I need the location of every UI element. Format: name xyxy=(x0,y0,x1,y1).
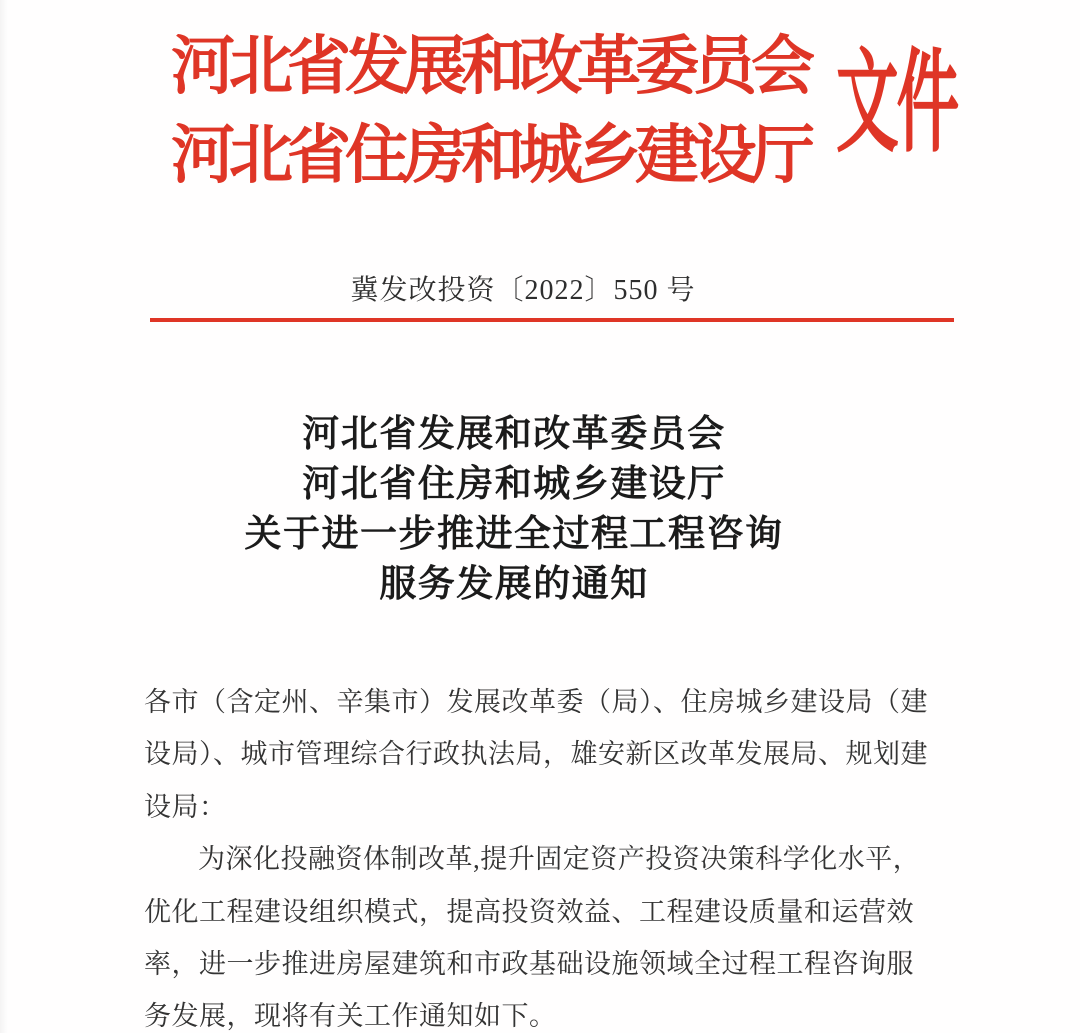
addressee-paragraph xyxy=(144,676,930,833)
scan-edge-shadow xyxy=(0,0,8,1033)
title-line-2: 河北省住房和城乡建设厅 xyxy=(302,464,726,505)
paragraph-line: 率，进一步推进房屋建筑和市政基础设施领域全过程工程咨询服 xyxy=(144,948,914,979)
intro-paragraph xyxy=(144,833,930,1033)
title-line-3: 关于进一步推进全过程工程咨询 xyxy=(244,514,784,555)
doc-type-label: 文件 xyxy=(836,42,957,166)
title-line-4: 服务发展的通知 xyxy=(379,564,649,605)
addressee-line: 设局）、城市管理综合行政执法局，雄安新区改革发展局、规划建 xyxy=(144,739,928,770)
document-title xyxy=(124,410,904,610)
paragraph-line: 优化工程建设组织模式，提高投资效益、工程建设质量和运营效 xyxy=(144,896,914,927)
addressee-line: 各市（含定州、辛集市）发展改革委（局）、住房城乡建设局（建 xyxy=(144,687,928,717)
agency-name-line-2: 河北省住房和城乡建设厅 xyxy=(171,120,809,191)
paragraph-line: 务发展，现将有关工作通知如下。 xyxy=(144,1001,557,1032)
document-number: 冀发改投资〔2022〕550 号 xyxy=(350,275,696,306)
document-body xyxy=(144,676,930,1033)
red-divider-line xyxy=(150,318,954,322)
agency-name-line-1: 河北省发展和改革委员会 xyxy=(171,31,809,102)
paragraph-line: 为深化投融资体制改革,提升固定资产投资决策科学化水平， xyxy=(198,844,921,875)
letterhead xyxy=(150,22,830,200)
addressee-line: 设局： xyxy=(144,791,227,822)
title-line-1: 河北省发展和改革委员会 xyxy=(302,414,726,455)
